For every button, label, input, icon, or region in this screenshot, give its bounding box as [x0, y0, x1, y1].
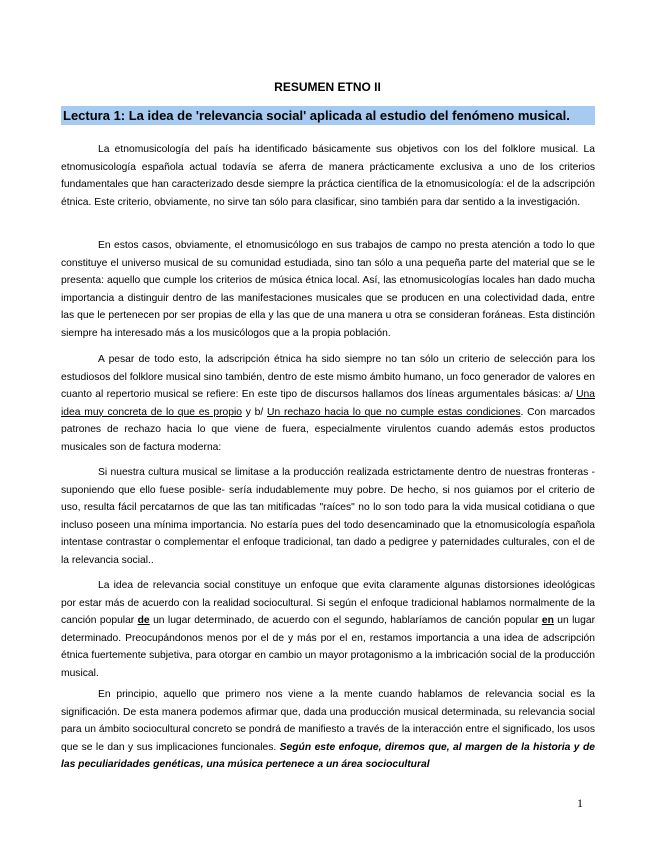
paragraph-3 — [61, 351, 595, 456]
paragraph-1: La etnomusicología del país ha identificado básicamente sus objetivos con los del folklore musical. La etnomusicología española actual todavía se aferra de manera prácticamente exclusiva a uno de los criterios fundamentales que han caracterizado desde siempre la práctica científica de la etnomusicología: el de la adscripción étnica. Este criterio, obviamente, no sirve tan sólo para clasificar, sino también para dar sentido a la investigación. — [61, 144, 595, 208]
paragraph-5-text-b: un lugar determinado, de acuerdo con el segundo, hablaríamos de canción popular — [149, 615, 542, 626]
emphasis-de: de — [137, 615, 150, 626]
paragraph-6 — [61, 686, 595, 774]
paragraph-5-text-c: un lugar determinado. Preocupándonos menos por el de y más por el en, restamos importancia a una idea de adscripción étnica fuertemente subjetiva, para otorgar en cambio un mayor protagonismo a la imbricación social de la producción musical. — [61, 615, 596, 679]
underlined-phrase-rechazo: Un rechazo hacia lo que no cumple estas condiciones — [267, 406, 521, 418]
bold-italic-statement: Según este enfoque, diremos que, al margen de la historia y de las peculiaridades genéticas, una música pertenece a un área sociocultural — [61, 741, 595, 770]
underlined-phrase-propio: Una idea muy concreta de lo que es propio — [61, 389, 595, 418]
emphasis-en: en — [541, 615, 554, 626]
paragraph-2: En estos casos, obviamente, el etnomusicólogo en sus trabajos de campo no presta atención a todo lo que constituye el universo musical de su comunidad estudiada, sino tan sólo a una pequeña parte del material que se le presenta: aquello que cumple los criterios de música étnica local. Así, las etnomusicologías locales han dado mucha importancia a distinguir dentro de las manifestaciones musicales que se producen en una colectividad dada, entre las que le pertenecen por ser propias de ella y las que de una manera u otra se consideran foráneas. Esta distinción siempre ha interesado más a los musicólogos que a la propia población. — [61, 240, 595, 339]
paragraph-3-text-b: y b/ — [241, 406, 268, 418]
paragraph-4: Si nuestra cultura musical se limitase a la producción realizada estrictamente dentro de nuestras fronteras -suponiendo que ello fuese posible- sería indudablemente muy pobre. De hecho, si nos guiamos por el criterio de uso, resulta fácil percatarnos de que las tan mitificadas "raíces" no lo son todo para la vida musical cotidiana o que incluso poseen una mínima importancia. No estaría pues del todo desencaminado que la etnomusicología española intentase contrastar o complementar el enfoque tradicional, tan dado a pedigree y paternidades culturales, con el de la relevancia social.. — [61, 467, 595, 566]
paragraph-3-text-a: A pesar de todo esto, la adscripción étnica ha sido siempre no tan sólo un criterio de selección para los estudiosos del folklore musical sino también, dentro de este mismo ámbito humano, un foco generador de valores en cuanto al repertorio musical se refiere: En este tipo de discursos hallamos dos líneas argumentales básicas: a/ — [61, 354, 595, 400]
paragraph-3-text-c: . Con marcados patrones de rechazo hacia lo que viene de fuera, especialmente virulentos cuando además estos productos musicales son de factura moderna: — [61, 406, 595, 453]
paragraph-5-text-a: La idea de relevancia social constituye un enfoque que evita claramente algunas distorsiones ideológicas por estar más de acuerdo con la realidad sociocultural. Si según el enfoque tradicional hablamos normalmente de la canción popular — [61, 580, 595, 626]
paragraph-6-text: En principio, aquello que primero nos viene a la mente cuando hablamos de relevancia social es la significación. De esta manera podemos afirmar que, dada una producción musical determinada, su relevancia social para un ámbito sociocultural concreto se pondrá de manifiesto a través de la interacción entre el significado, los usos que se le dan y sus implicaciones funcionales. — [61, 689, 595, 753]
document-title: RESUMEN ETNO II — [274, 80, 381, 94]
section-heading: Lectura 1: La idea de 'relevancia social' aplicada al estudio del fenómeno musical. — [61, 106, 595, 125]
page-number: 1 — [577, 796, 583, 810]
paragraph-5 — [61, 577, 595, 682]
